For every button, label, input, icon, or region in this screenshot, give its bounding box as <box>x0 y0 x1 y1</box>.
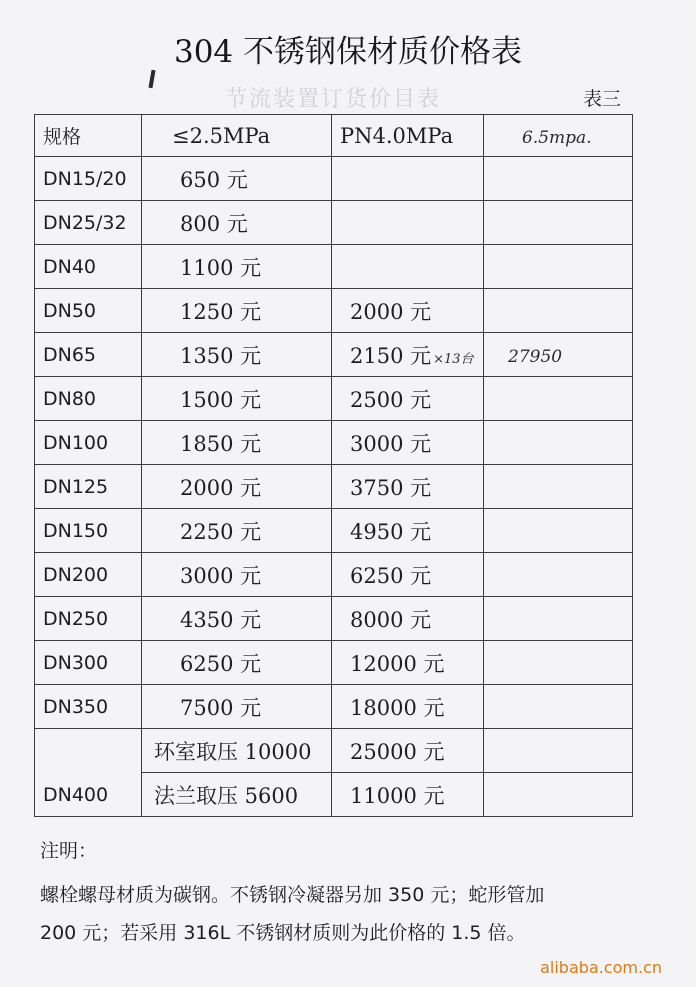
cell-price-6-5mpa <box>484 509 633 553</box>
cell-spec: DN100 <box>35 421 142 465</box>
cell-price-4-0mpa <box>332 377 484 421</box>
cell-price-6-5mpa <box>484 465 633 509</box>
cell-price-4-0mpa <box>332 597 484 641</box>
cell-price-2-5mpa: 650 元 <box>142 157 332 201</box>
cell-price-2-5mpa: 1850 元 <box>142 421 332 465</box>
cell-price-2-5mpa: 1250 元 <box>142 289 332 333</box>
cell-price-6-5mpa <box>484 597 633 641</box>
cell-spec: DN300 <box>35 641 142 685</box>
table-row <box>35 377 633 421</box>
price-4-0mpa-value: 12000 元 <box>350 651 445 676</box>
cell-spec: DN250 <box>35 597 142 641</box>
cell-price-2-5mpa: 1500 元 <box>142 377 332 421</box>
cell-price-2-5mpa: 1100 元 <box>142 245 332 289</box>
table-row <box>35 597 633 641</box>
table-row <box>35 553 633 597</box>
header-6-5mpa-handwritten: 6.5mpa. <box>484 115 633 157</box>
cell-price-2-5mpa: 800 元 <box>142 201 332 245</box>
cell-price-6-5mpa <box>484 685 633 729</box>
table-row <box>35 245 633 289</box>
cell-price-4-0mpa <box>332 641 484 685</box>
price-4-0mpa-value: 3000 元 <box>350 431 432 456</box>
cell-price-6-5mpa <box>484 245 633 289</box>
cell-price-4-0mpa <box>332 157 484 201</box>
table-row <box>35 157 633 201</box>
cell-spec: DN200 <box>35 553 142 597</box>
cell-spec: DN350 <box>35 685 142 729</box>
cell-price-4-0mpa <box>332 289 484 333</box>
cell-price-2-5mpa: 1350 元 <box>142 333 332 377</box>
cell-spec: DN150 <box>35 509 142 553</box>
header-2-5mpa: ≤2.5MPa <box>142 115 332 157</box>
header-spec: 规格 <box>35 115 142 157</box>
watermark: alibaba.com.cn <box>540 958 662 977</box>
cell-price-6-5mpa <box>484 729 633 773</box>
cell-price-4-0mpa <box>332 553 484 597</box>
price-4-0mpa-value: 8000 元 <box>350 607 432 632</box>
cell-spec: DN50 <box>35 289 142 333</box>
header-4-0mpa: PN4.0MPa <box>332 115 484 157</box>
cell-spec-dn400: DN400 <box>35 729 142 817</box>
table-row <box>35 289 633 333</box>
cell-price-6-5mpa <box>484 157 633 201</box>
table-row-dn400 <box>35 729 633 773</box>
cell-price-4-0mpa <box>332 509 484 553</box>
cell-price-4-0mpa <box>332 465 484 509</box>
table-row <box>35 333 633 377</box>
table-row <box>35 641 633 685</box>
cell-spec: DN125 <box>35 465 142 509</box>
note-body <box>40 876 660 952</box>
handwritten-quantity-note: ×13台 <box>433 351 474 367</box>
cell-spec: DN65 <box>35 333 142 377</box>
cell-price-2-5mpa: 2250 元 <box>142 509 332 553</box>
table-row <box>35 685 633 729</box>
note-title: 注明： <box>40 840 98 862</box>
cell-price-4-0mpa: 11000 元 <box>332 773 484 817</box>
table-row <box>35 509 633 553</box>
cell-price-6-5mpa <box>484 289 633 333</box>
price-4-0mpa-value: 4950 元 <box>350 519 432 544</box>
cell-price-2-5mpa: 法兰取压 5600 <box>142 773 332 817</box>
pen-mark <box>148 70 155 88</box>
cell-price-2-5mpa: 7500 元 <box>142 685 332 729</box>
table-row <box>35 421 633 465</box>
cell-price-6-5mpa <box>484 333 633 377</box>
cell-price-4-0mpa <box>332 685 484 729</box>
cell-price-6-5mpa <box>484 377 633 421</box>
price-4-0mpa-value: 2000 元 <box>350 299 432 324</box>
cell-price-2-5mpa: 环室取压 10000 <box>142 729 332 773</box>
cell-price-6-5mpa <box>484 421 633 465</box>
cell-price-2-5mpa: 6250 元 <box>142 641 332 685</box>
table-row <box>35 201 633 245</box>
page-title: 304 不锈钢保材质价格表 <box>173 34 523 70</box>
table-number: 表三 <box>583 88 622 110</box>
cell-price-4-0mpa: 25000 元 <box>332 729 484 773</box>
cell-price-4-0mpa <box>332 333 484 377</box>
price-4-0mpa-value: 3750 元 <box>350 475 432 500</box>
cell-price-2-5mpa: 4350 元 <box>142 597 332 641</box>
cell-price-2-5mpa: 2000 元 <box>142 465 332 509</box>
price-4-0mpa-value: 6250 元 <box>350 563 432 588</box>
cell-price-6-5mpa <box>484 553 633 597</box>
cell-price-2-5mpa: 3000 元 <box>142 553 332 597</box>
cell-spec: DN25/32 <box>35 201 142 245</box>
cell-price-4-0mpa <box>332 201 484 245</box>
price-4-0mpa-value: 2500 元 <box>350 387 432 412</box>
cell-price-6-5mpa <box>484 773 633 817</box>
cell-price-6-5mpa <box>484 201 633 245</box>
bleed-through-text: 节流装置订货价目表 <box>225 87 442 112</box>
cell-spec: DN40 <box>35 245 142 289</box>
cell-price-4-0mpa <box>332 421 484 465</box>
cell-spec: DN80 <box>35 377 142 421</box>
table-row <box>35 465 633 509</box>
price-4-0mpa-value: 18000 元 <box>350 695 445 720</box>
handwritten-total: 27950 <box>508 346 563 367</box>
cell-price-4-0mpa <box>332 245 484 289</box>
cell-price-6-5mpa <box>484 641 633 685</box>
note-line-1: 螺栓螺母材质为碳钢。不锈钢冷凝器另加 350 元；蛇形管加 <box>40 884 545 906</box>
note-line-2: 200 元；若采用 316L 不锈钢材质则为此价格的 1.5 倍。 <box>40 922 526 944</box>
table-header-row <box>35 115 633 157</box>
price-4-0mpa-value: 2150 元 <box>350 343 432 368</box>
price-table <box>34 114 633 817</box>
cell-spec: DN15/20 <box>35 157 142 201</box>
